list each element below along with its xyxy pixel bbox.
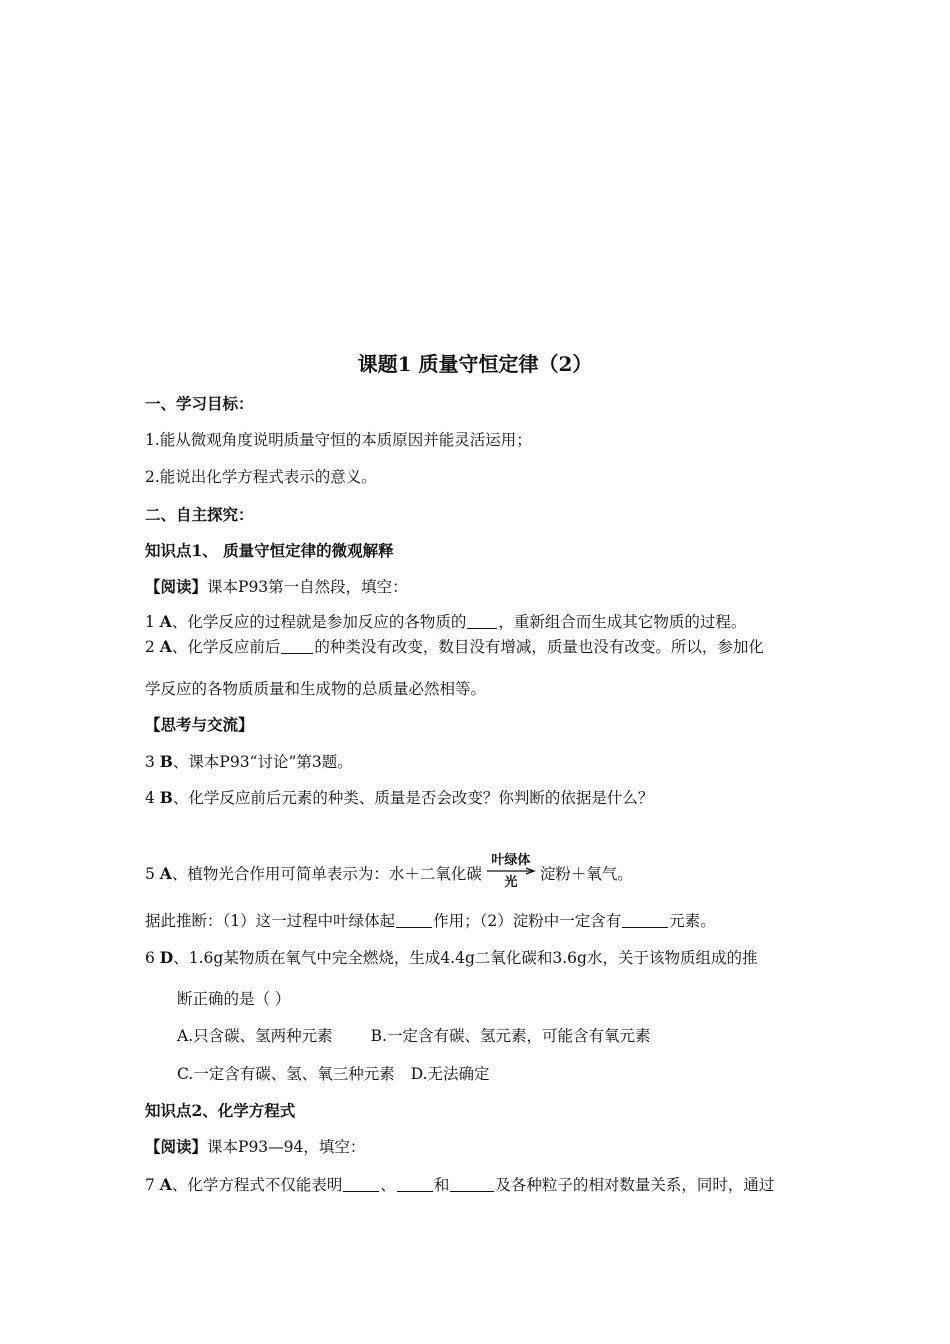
fill-blank[interactable]	[397, 1176, 433, 1192]
reaction-arrow	[486, 853, 536, 890]
question-5-inference	[145, 911, 716, 931]
question-text: 及各种粒子的相对数量关系，同时，通过	[495, 1176, 775, 1194]
question-7	[145, 1175, 774, 1195]
reading-tag: 【阅读】	[145, 577, 208, 596]
option-b[interactable]: B.一定含有碳、氢元素，可能含有氧元素	[370, 1027, 651, 1045]
difficulty-level: A	[159, 612, 172, 631]
question-2-continuation: 学反应的各物质质量和生成物的总质量必然相等。	[145, 680, 487, 698]
question-text: ，重新组合而生成其它物质的过程。	[498, 613, 747, 631]
question-text: 、化学方程式不仅能表明	[171, 1176, 343, 1194]
fill-blank[interactable]	[281, 638, 313, 654]
question-number: 2	[145, 638, 160, 656]
goal-1: 1.能从微观角度说明质量守恒的本质原因并能灵活运用；	[145, 431, 532, 449]
fill-blank[interactable]	[467, 613, 497, 629]
question-number: 5	[145, 865, 160, 883]
knowledge-point-1-heading: 知识点1、 质量守恒定律的微观解释	[145, 541, 394, 560]
question-text: 、化学反应前后	[171, 638, 281, 656]
question-text: 、1.6g某物质在氧气中完全燃烧，生成4.4g二氧化碳和3.6g水，关于该物质组成的推	[173, 949, 758, 967]
question-text: 据此推断：（1）这一过程中叶绿体起	[145, 912, 396, 930]
fill-blank[interactable]	[622, 912, 668, 928]
difficulty-level: A	[159, 637, 172, 656]
section-heading-explore: 二、自主探究：	[145, 505, 254, 524]
fill-blank[interactable]	[450, 1176, 494, 1192]
reading-instruction-2	[145, 1137, 365, 1157]
question-text: 、化学反应的过程就是参加反应的各物质的	[171, 613, 467, 631]
reading-text: 课本P93—94，填空：	[207, 1138, 366, 1156]
question-text: 元素。	[669, 912, 716, 930]
option-a[interactable]: A.只含碳、氢两种元素	[177, 1027, 333, 1045]
question-6-continuation: 断正确的是（ ）	[177, 990, 291, 1008]
difficulty-level: D	[159, 948, 174, 967]
option-row-1	[177, 1026, 650, 1046]
reading-instruction-1	[145, 577, 408, 597]
question-text: 作用；（2）淀粉中一定含有	[433, 912, 622, 930]
knowledge-point-2-heading: 知识点2、化学方程式	[145, 1101, 296, 1120]
question-2	[145, 637, 764, 657]
think-exchange-tag: 【思考与交流】	[145, 715, 254, 734]
question-4	[145, 788, 653, 808]
question-text: 和	[433, 1176, 450, 1194]
fill-blank[interactable]	[396, 912, 432, 928]
goal-2: 2.能说出化学方程式表示的意义。	[145, 468, 377, 486]
question-6	[145, 948, 757, 968]
question-3	[145, 752, 353, 772]
question-text: 淀粉＋氧气。	[539, 865, 633, 883]
difficulty-level: A	[159, 864, 172, 883]
reaction-condition-bottom: 光	[504, 875, 518, 890]
question-1	[145, 612, 746, 632]
question-5	[145, 853, 633, 890]
difficulty-level: A	[159, 1175, 172, 1194]
reading-text: 课本P93第一自然段，填空：	[207, 578, 408, 596]
question-number: 1	[145, 613, 160, 631]
question-number: 6	[145, 949, 160, 967]
section-heading-goals: 一、学习目标：	[145, 394, 254, 413]
question-number: 7	[145, 1176, 160, 1194]
question-text: 、化学反应前后元素的种类、质量是否会改变？你判断的依据是什么？	[172, 789, 654, 807]
difficulty-level: B	[159, 788, 173, 807]
question-text: 、课本P93“讨论”第3题。	[172, 753, 353, 771]
reading-tag: 【阅读】	[145, 1137, 208, 1156]
option-row-2	[177, 1064, 490, 1084]
question-number: 3	[145, 753, 160, 771]
option-d[interactable]: D.无法确定	[410, 1065, 490, 1083]
question-text: 、植物光合作用可简单表示为：水＋二氧化碳	[171, 865, 482, 883]
question-text: 、	[380, 1176, 396, 1194]
option-c[interactable]: C.一定含有碳、氢、氧三种元素	[177, 1065, 395, 1083]
page-title: 课题1 质量守恒定律（2）	[357, 352, 593, 376]
fill-blank[interactable]	[343, 1176, 379, 1192]
difficulty-level: B	[159, 752, 173, 771]
reaction-condition-top: 叶绿体	[491, 853, 531, 868]
question-number: 4	[145, 789, 160, 807]
question-text: 的种类没有改变，数目没有增减，质量也没有改变。所以，参加化	[314, 638, 764, 656]
